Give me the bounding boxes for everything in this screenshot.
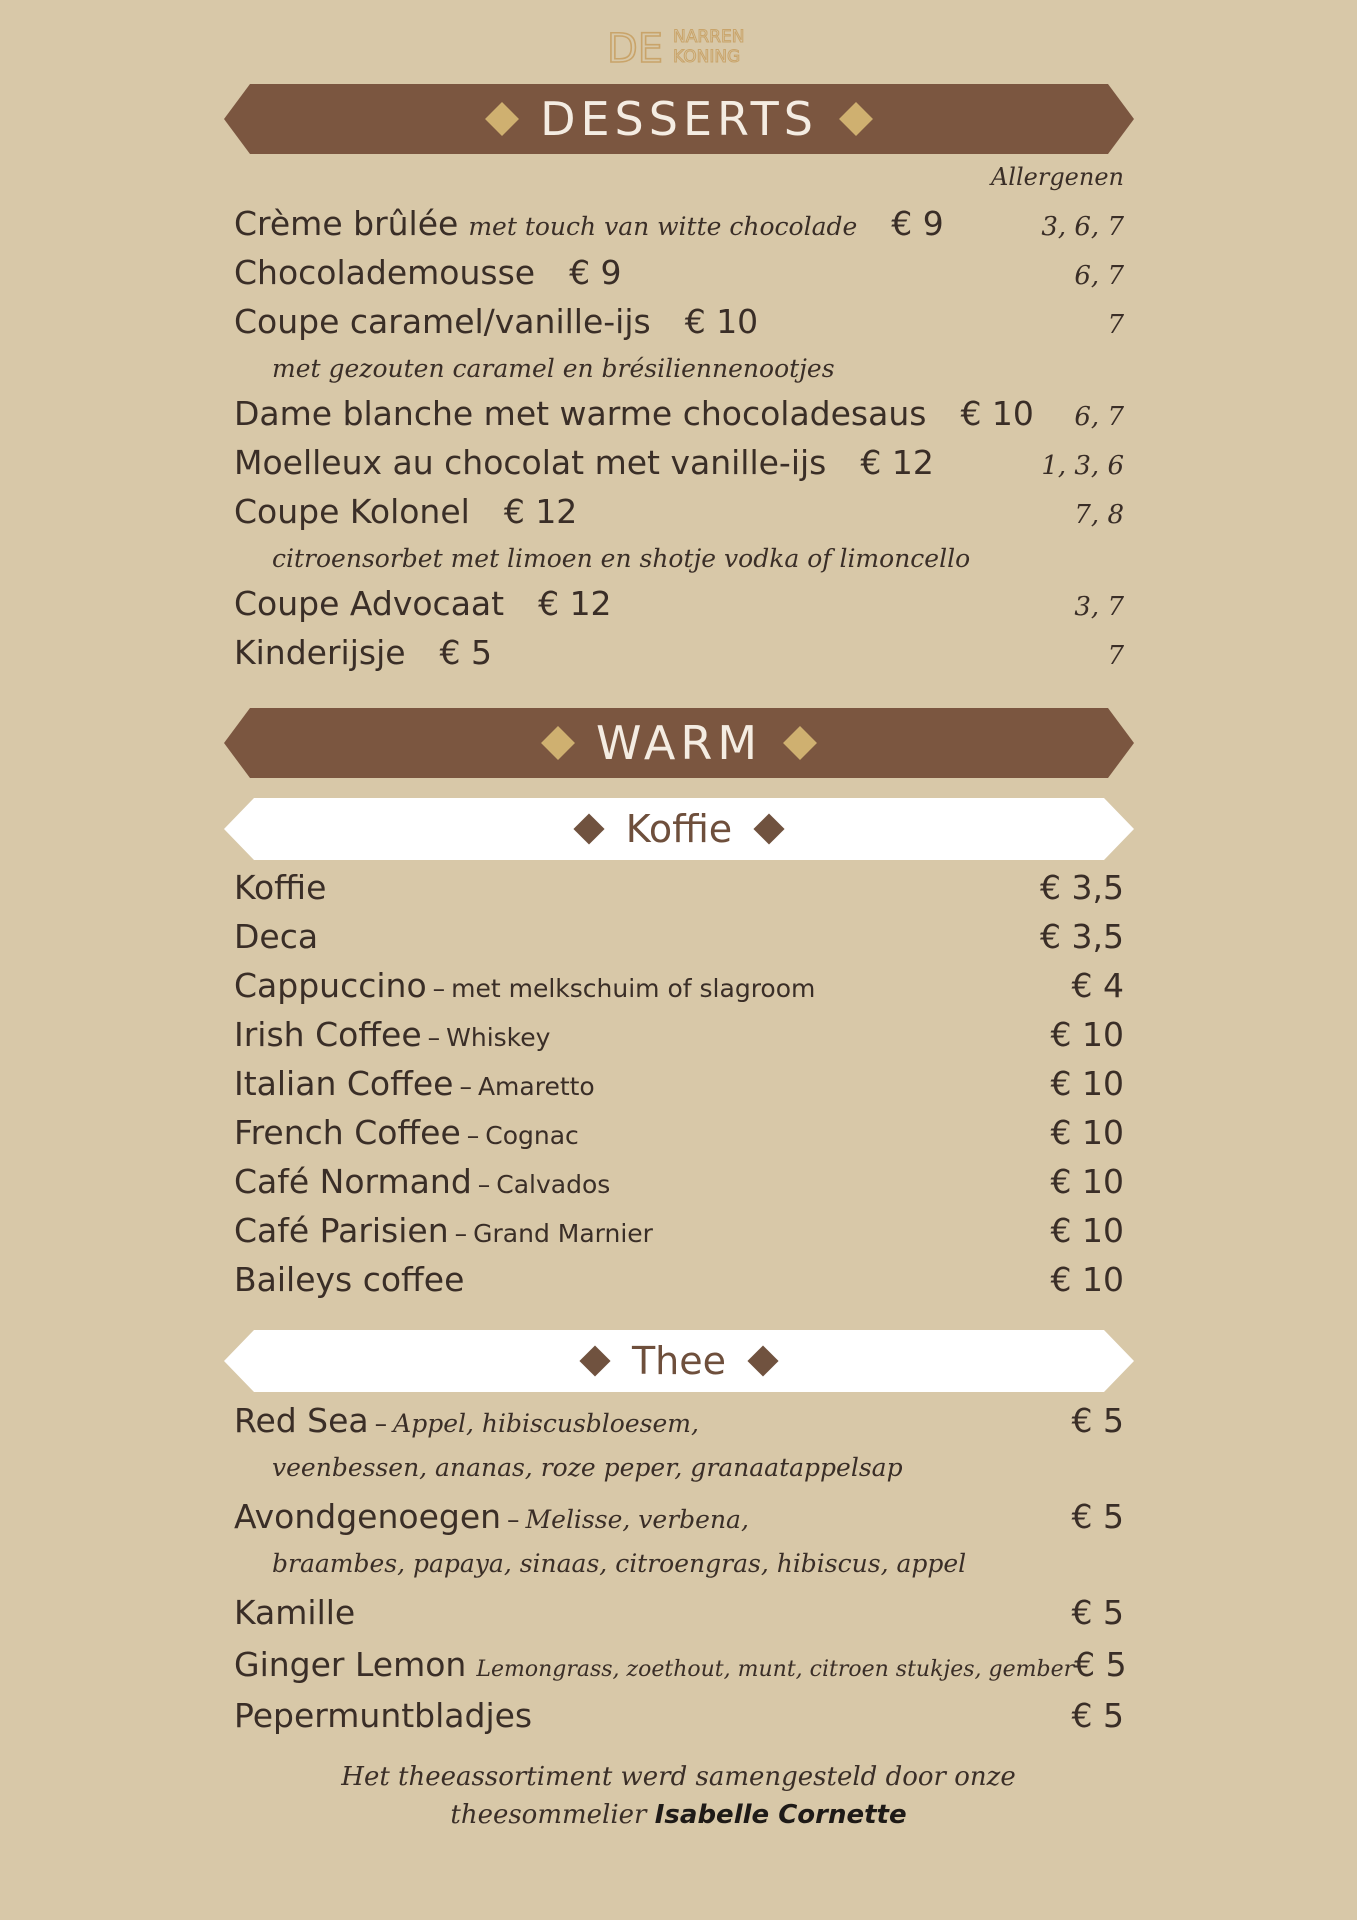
thee-title: Thee [631, 1339, 727, 1383]
dessert-row [234, 394, 1124, 440]
dessert-price: € 9 [891, 204, 944, 243]
footer-line2-prefix: theesommelier [450, 1800, 655, 1830]
footer-line2 [0, 1800, 1357, 1830]
diamond-icon [783, 726, 817, 760]
dessert-name: Coupe caramel/vanille-ijs [234, 302, 651, 341]
dessert-name: Kinderijsje [234, 633, 406, 672]
tea-name: Ginger Lemon [234, 1645, 467, 1684]
dessert-allergens: 3, 6, 7 [1041, 212, 1124, 242]
dessert-price: € 12 [503, 492, 578, 531]
coffee-row: Café Parisien – Grand Marnier € 10 [234, 1211, 1124, 1250]
dessert-price: € 12 [860, 443, 934, 482]
dessert-allergens: 1, 3, 6 [1041, 451, 1124, 481]
tea-name: Kamille [234, 1593, 356, 1632]
dessert-price: € 12 [538, 584, 612, 623]
coffee-price: € 10 [1050, 1260, 1124, 1299]
diamond-icon [485, 102, 519, 136]
diamond-icon [754, 813, 785, 844]
tea-desc: Lemongrass, zoethout, munt, citroen stukjes, gember [476, 1657, 1075, 1682]
coffee-name: Café Normand [234, 1162, 472, 1201]
dessert-name: Coupe Advocaat [234, 584, 505, 623]
tea-row: Red Sea – Appel, hibiscusbloesem, € 5 [234, 1401, 1124, 1440]
logo-prefix: DE [607, 26, 664, 68]
dessert-price: € 10 [960, 394, 1034, 433]
dessert-row [234, 443, 1124, 489]
warm-banner [224, 708, 1134, 778]
dessert-name: Chocolademousse [234, 253, 536, 292]
dessert-price: € 10 [684, 302, 759, 341]
diamond-icon [839, 102, 873, 136]
coffee-desc: Whiskey [446, 1023, 551, 1052]
allergen-header: Allergenen [990, 163, 1124, 191]
coffee-price: € 3,5 [1040, 868, 1124, 907]
coffee-name: Italian Coffee [234, 1064, 454, 1103]
coffee-price: € 4 [1071, 966, 1124, 1005]
diamond-icon [573, 813, 604, 844]
dessert-row [234, 253, 1124, 299]
coffee-desc: Cognac [485, 1121, 579, 1150]
dessert-name: Moelleux au chocolat met vanille-ijs [234, 443, 827, 482]
tea-name: Red Sea [234, 1401, 369, 1440]
dessert-name: Coupe Kolonel [234, 492, 470, 531]
diamond-icon [541, 726, 575, 760]
tea-subline: veenbessen, ananas, roze peper, granaatappelsap [272, 1453, 903, 1482]
restaurant-logo [605, 24, 753, 68]
coffee-name: Café Parisien [234, 1211, 449, 1250]
tea-row [234, 1696, 1124, 1742]
tea-name: Pepermuntbladjes [234, 1696, 533, 1735]
coffee-desc: Grand Marnier [473, 1219, 653, 1248]
coffee-price: € 3,5 [1040, 917, 1124, 956]
dessert-price: € 5 [439, 633, 493, 672]
koffie-title: Koffie [625, 807, 733, 851]
dessert-row [234, 584, 1124, 630]
logo-line1: NARREN [673, 27, 745, 47]
thee-banner [224, 1330, 1134, 1392]
tea-price: € 5 [1071, 1696, 1124, 1735]
warm-title: WARM [595, 716, 763, 770]
desserts-title: DESSERTS [540, 92, 818, 146]
dessert-allergens: 7 [1107, 310, 1124, 340]
dessert-price: € 9 [569, 253, 622, 292]
tea-price: € 5 [1071, 1593, 1124, 1632]
coffee-name: Irish Coffee [234, 1015, 422, 1054]
tea-row [234, 1645, 1127, 1691]
coffee-row: Irish Coffee – Whiskey € 10 [234, 1015, 1124, 1054]
dessert-desc: met touch van witte chocolade [468, 212, 858, 241]
coffee-name: French Coffee [234, 1113, 461, 1152]
dessert-row [234, 633, 1124, 679]
coffee-desc: Amaretto [477, 1072, 595, 1101]
dessert-allergens: 7, 8 [1074, 500, 1124, 530]
coffee-name: Koffie [234, 868, 327, 907]
koffie-banner [224, 798, 1134, 860]
tea-desc: Appel, hibiscusbloesem, [393, 1409, 699, 1438]
coffee-row [234, 917, 1124, 963]
coffee-desc: met melkschuim of slagroom [451, 974, 816, 1003]
diamond-icon [747, 1345, 778, 1376]
dessert-name: Dame blanche met warme chocoladesaus [234, 394, 927, 433]
tea-price: € 5 [1071, 1401, 1124, 1440]
coffee-price: € 10 [1050, 1211, 1124, 1250]
coffee-desc: Calvados [496, 1170, 611, 1199]
dessert-allergens: 3, 7 [1074, 592, 1124, 622]
tea-row [234, 1593, 1124, 1639]
tea-price: € 5 [1074, 1645, 1127, 1684]
logo-line2: KONING [673, 47, 741, 67]
dessert-subline: citroensorbet met limoen en shotje vodka of limoncello [272, 544, 971, 573]
tea-price: € 5 [1071, 1497, 1124, 1536]
coffee-price: € 10 [1050, 1113, 1124, 1152]
tea-row: Avondgenoegen – Melisse, verbena, € 5 [234, 1497, 1124, 1536]
dessert-row [234, 302, 1124, 348]
footer-line1: Het theeassortiment werd samengesteld door onze [341, 1762, 1016, 1792]
dessert-allergens: 6, 7 [1074, 261, 1124, 291]
dessert-subline: met gezouten caramel en brésiliennenootjes [272, 354, 835, 383]
dessert-allergens: 6, 7 [1074, 402, 1124, 432]
coffee-row: Italian Coffee – Amaretto € 10 [234, 1064, 1124, 1103]
sommelier-name: Isabelle Cornette [654, 1800, 907, 1830]
coffee-price: € 10 [1050, 1064, 1124, 1103]
tea-name: Avondgenoegen [234, 1497, 502, 1536]
tea-subline: braambes, papaya, sinaas, citroengras, hibiscus, appel [272, 1549, 967, 1578]
dessert-row [234, 492, 1124, 538]
dessert-row [234, 204, 1124, 250]
coffee-row: Cappuccino – met melkschuim of slagroom € 4 [234, 966, 1124, 1005]
coffee-row: French Coffee – Cognac € 10 [234, 1113, 1124, 1152]
desserts-banner [224, 84, 1134, 154]
coffee-row [234, 1260, 1124, 1306]
coffee-price: € 10 [1050, 1162, 1124, 1201]
dessert-name: Crème brûlée [234, 204, 459, 243]
diamond-icon [579, 1345, 610, 1376]
coffee-name: Cappuccino [234, 966, 427, 1005]
coffee-name: Baileys coffee [234, 1260, 465, 1299]
dessert-allergens: 7 [1107, 641, 1124, 671]
coffee-row: Café Normand – Calvados € 10 [234, 1162, 1124, 1201]
tea-desc: Melisse, verbena, [525, 1505, 749, 1534]
coffee-name: Deca [234, 917, 319, 956]
coffee-row [234, 868, 1124, 914]
coffee-price: € 10 [1050, 1015, 1124, 1054]
